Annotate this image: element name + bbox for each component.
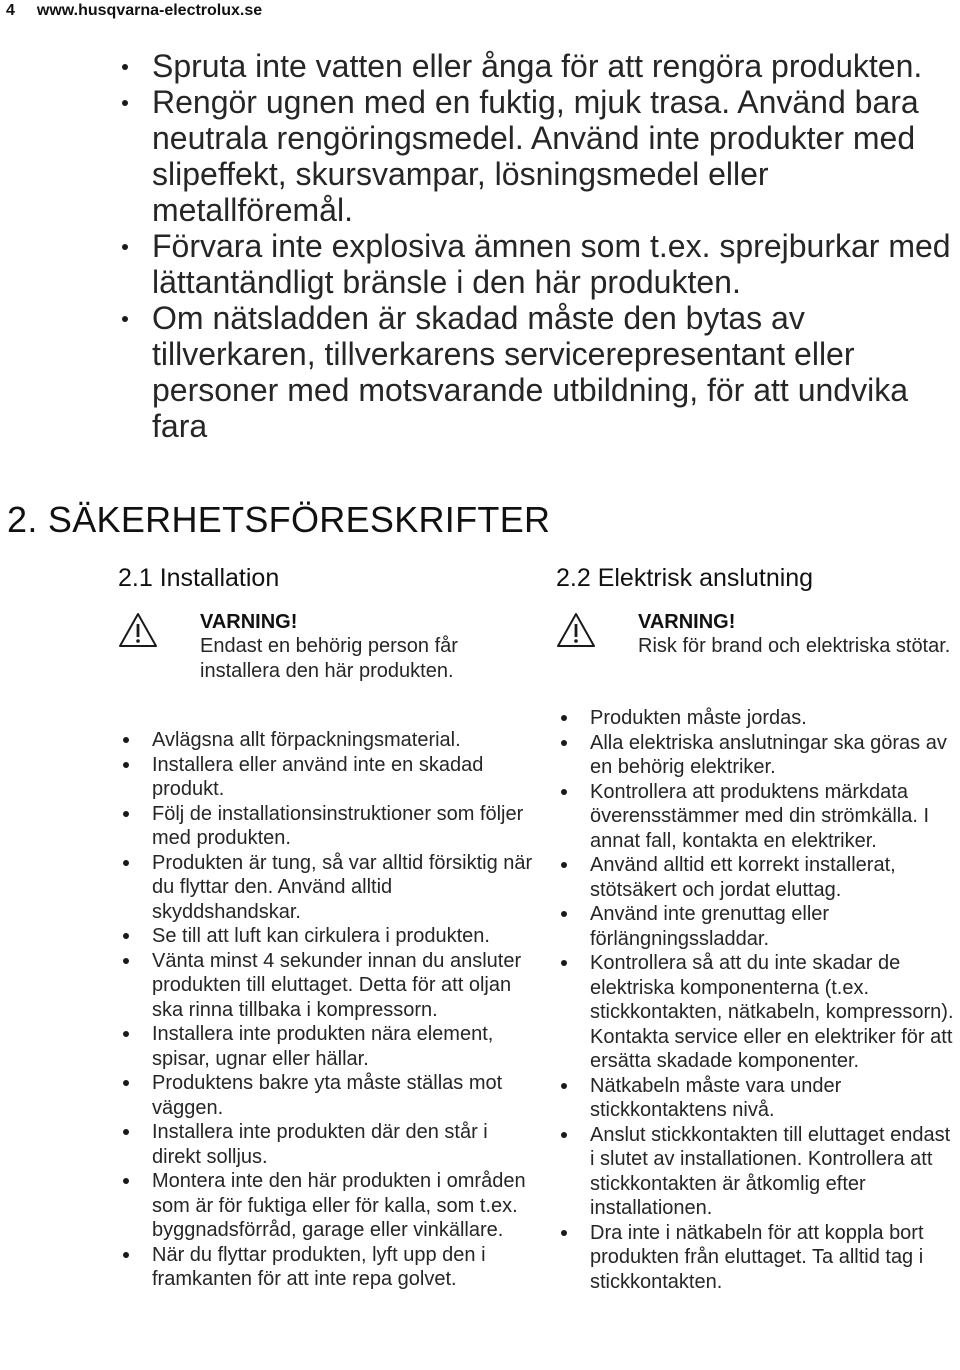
list-item: Produkten måste jordas. — [556, 706, 960, 731]
list-item: Kontrollera att produktens märkdata överensstämmer med din strömkälla. I annat fall, kontakta en elektriker. — [556, 780, 960, 854]
list-item: Installera eller använd inte en skadad produkt. — [118, 753, 536, 802]
list-item: Använd inte grenuttag eller förlängningssladdar. — [556, 902, 960, 951]
warning-title: VARNING! — [200, 611, 298, 633]
list-item: Följ de installationsinstruktioner som följer med produkten. — [118, 802, 536, 851]
list-item: Montera inte den här produkten i områden som är för fuktiga eller för kalla, som t.ex. byggnadsförråd, garage eller vinkällare. — [118, 1169, 536, 1243]
list-item: Rengör ugnen med en fuktig, mjuk trasa. Använd bara neutrala rengöringsmedel. Använd inte produkter med slipeffekt, skursvampar, lösningsmedel eller metallföremål. — [118, 84, 958, 228]
installation-heading: 2.1 Installation — [118, 564, 280, 592]
electrical-column — [556, 560, 960, 1294]
warning-title: VARNING! — [638, 611, 736, 633]
list-item: Vänta minst 4 sekunder innan du ansluter produkten till eluttaget. Detta för att oljan ska rinna tillbaka i kompressorn. — [118, 949, 536, 1023]
list-item: Använd alltid ett korrekt installerat, stötsäkert och jordat eluttag. — [556, 853, 960, 902]
warning-triangle-icon — [118, 612, 158, 648]
installation-warning — [118, 610, 536, 724]
warning-text: Endast en behörig person får installera den här produkten. — [200, 635, 458, 682]
electrical-list — [556, 706, 960, 1294]
list-item: Nätkabeln måste vara under stickkontaktens nivå. — [556, 1074, 960, 1123]
list-item: Anslut stickkontakten till eluttaget endast i slutet av installationen. Kontrollera att stickkontakten är åtkomlig efter installationen. — [556, 1123, 960, 1221]
list-item: När du flyttar produkten, lyft upp den i framkanten för att inte repa golvet. — [118, 1243, 536, 1292]
list-item: Installera inte produkten där den står i direkt solljus. — [118, 1120, 536, 1169]
page-header — [6, 0, 262, 22]
list-item: Avlägsna allt förpackningsmaterial. — [118, 728, 536, 753]
list-item: Spruta inte vatten eller ånga för att rengöra produkten. — [118, 48, 958, 84]
top-safety-list — [118, 48, 958, 444]
electrical-heading: 2.2 Elektrisk anslutning — [556, 564, 814, 592]
warning-text: Risk för brand och elektriska stötar. — [638, 635, 951, 657]
list-item: Se till att luft kan cirkulera i produkten. — [118, 924, 536, 949]
list-item: Produkten är tung, så var alltid försiktig när du flyttar den. Använd alltid skyddshandskar. — [118, 851, 536, 925]
warning-triangle-icon — [556, 612, 596, 648]
list-item: Alla elektriska anslutningar ska göras av en behörig elektriker. — [556, 731, 960, 780]
list-item: Förvara inte explosiva ämnen som t.ex. sprejburkar med lättantändligt bränsle i den här produkten. — [118, 228, 958, 300]
list-item: Installera inte produkten nära element, spisar, ugnar eller hällar. — [118, 1022, 536, 1071]
list-item: Dra inte i nätkabeln för att koppla bort produkten från eluttaget. Ta alltid tag i stickkontakten. — [556, 1221, 960, 1295]
electrical-warning — [556, 610, 960, 702]
page-number: 4 — [6, 2, 15, 19]
section-title: 2. SÄKERHETSFÖRESKRIFTER — [7, 499, 551, 540]
list-item: Om nätsladden är skadad måste den bytas av tillverkaren, tillverkarens servicerepresentant eller personer med motsvarande utbildning, för att undvika fara — [118, 300, 958, 444]
installation-list — [118, 728, 536, 1292]
installation-column — [118, 560, 536, 1292]
list-item: Kontrollera så att du inte skadar de elektriska komponenterna (t.ex. stickkontakten, nätkabeln, kompressorn). Kontakta service eller en elektriker för att ersätta skadade komponenter. — [556, 951, 960, 1074]
website-url: www.husqvarna-electrolux.se — [36, 2, 263, 19]
list-item: Produktens bakre yta måste ställas mot väggen. — [118, 1071, 536, 1120]
